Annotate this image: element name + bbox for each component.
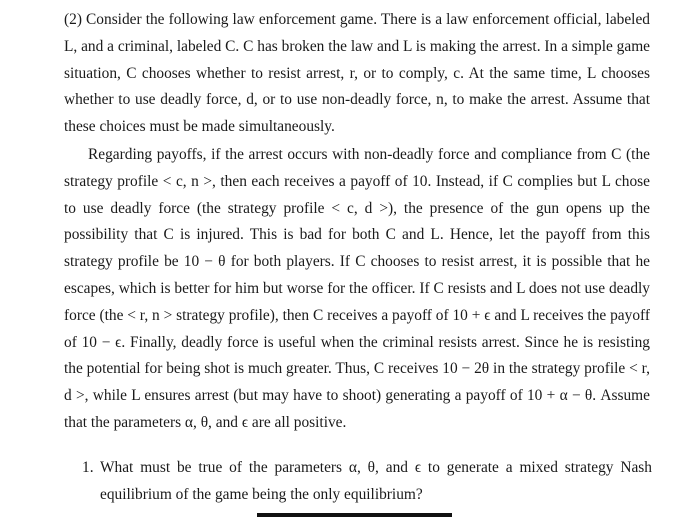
bottom-divider <box>257 513 452 517</box>
problem-paragraph-payoffs: Regarding payoffs, if the arrest occurs with non-deadly force and compliance from C (the strategy profile < c, n >, then each receives a payoff of 10. Instead, if C complies but L chose to use deadly force (the strategy profile < c, d >), the presence of the gun opens up the possibility that C is injured. This is bad for both C and L. Hence, let the payoff from this strategy profile be 10 − θ for both players. If C chooses to resist arrest, it is possible that he escapes, which is better for him but worse for the officer. If C resists and L does not use deadly force (the < r, n > strategy profile), then C receives a payoff of 10 + ϵ and L receives the payoff of 10 − ϵ. Finally, deadly force is useful when the criminal resists arrest. Since he is resisting the potential for being shot is much greater. Thus, C receives 10 − 2θ in the strategy profile < r, d >, while L ensures arrest (but may have to shoot) generating a payoff of 10 + α − θ. Assume that the parameters α, θ, and ϵ are all positive. <box>64 146 650 431</box>
question-number: 1. <box>82 459 94 476</box>
problem-paragraph-setup: (2) Consider the following law enforcement game. There is a law enforcement official, labeled L, and a criminal, labeled C. C has broken the law and L is making the arrest. In a simple game situation, C chooses whether to resist arrest, r, or to comply, c. At the same time, L chooses whether to use deadly force, d, or to use non-deadly force, n, to make the arrest. Assume that these choices must be made simultaneously. <box>64 11 650 136</box>
question-text: What must be true of the parameters α, θ, and ϵ to generate a mixed strategy Nash equilibrium of the game being the only equilibrium? <box>100 459 652 503</box>
question-item <box>82 455 652 509</box>
